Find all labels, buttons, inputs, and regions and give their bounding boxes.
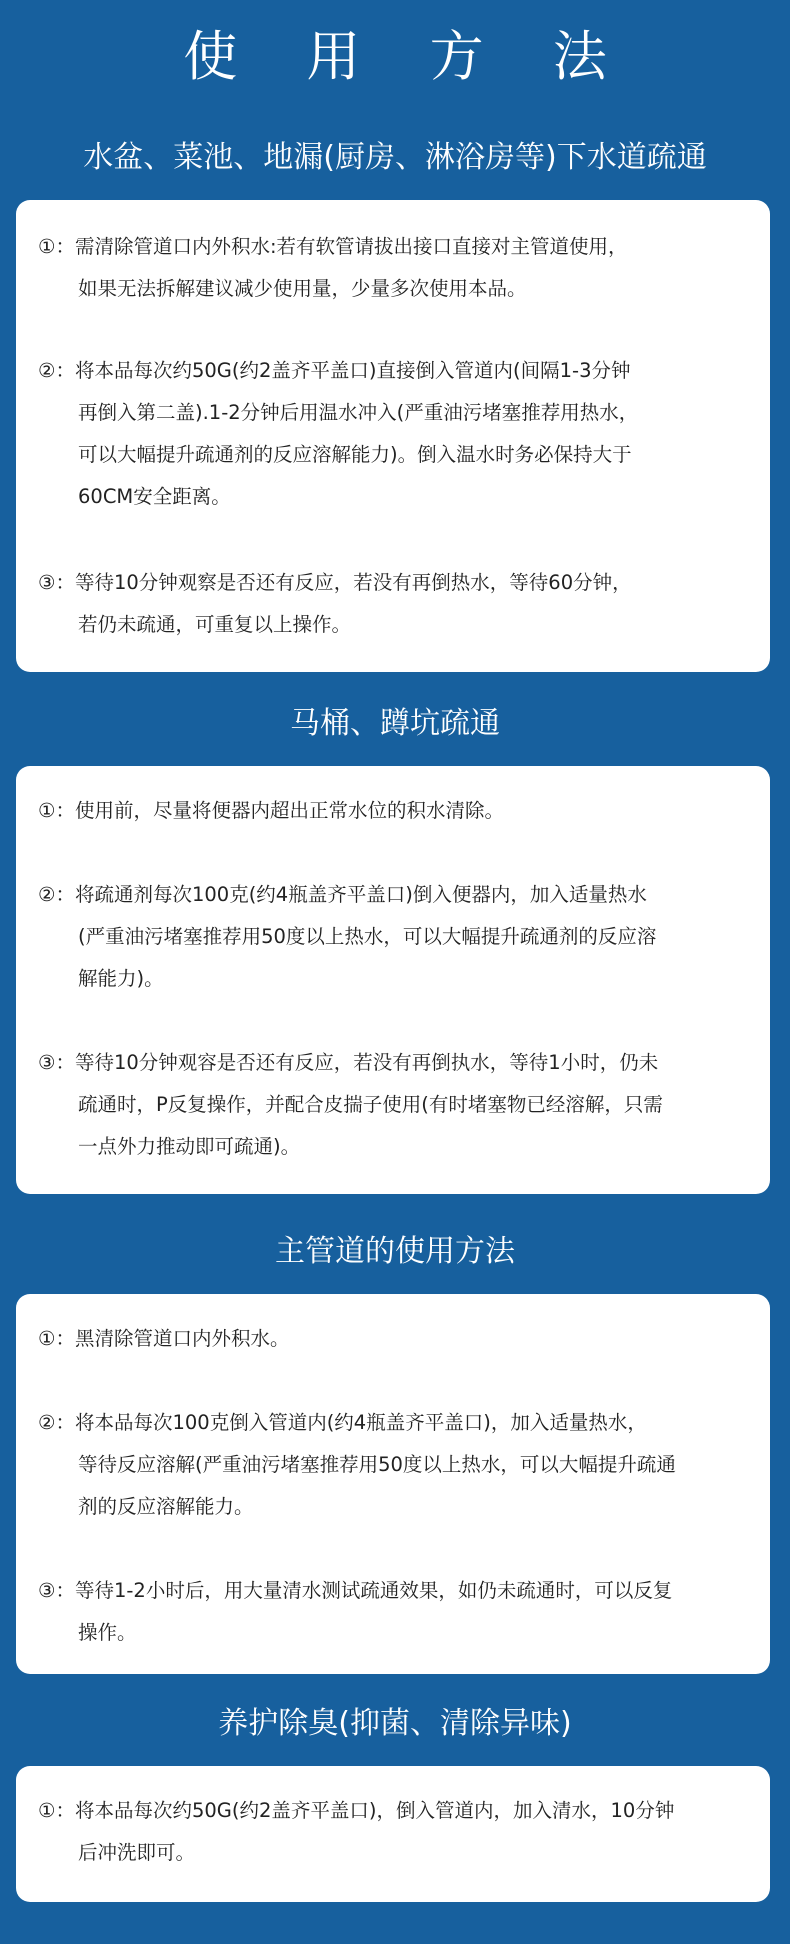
section-title-toilet: 马桶、蹲坑疏通 [290, 706, 500, 741]
item-line: 疏通时，P反复操作，并配合皮揣子使用(有时堵塞物已经溶解，只需 [78, 1093, 663, 1116]
list-item [38, 1790, 756, 1874]
item-line: 等待反应溶解(严重油污堵塞推荐用50度以上热水，可以大幅提升疏通 [78, 1453, 676, 1476]
section-title-main-pipe: 主管道的使用方法 [275, 1234, 515, 1269]
item-line: ③：等待1-2小时后，用大量清水测试疏通效果，如仍未疏通时，可以反复 [38, 1579, 673, 1602]
list-item [38, 790, 756, 832]
item-line: 操作。 [78, 1621, 137, 1644]
item-line: ②：将本品每次100克倒入管道内(约4瓶盖齐平盖口)，加入适量热水， [38, 1411, 647, 1434]
card-toilet [16, 766, 770, 1194]
card-main-pipe [16, 1294, 770, 1674]
item-line: ①：将本品每次约50G(约2盖齐平盖口)，倒入管道内，加入清水，10分钟 [38, 1799, 675, 1822]
item-line: 如果无法拆解建议减少使用量，少量多次使用本品。 [78, 277, 527, 300]
item-line: ①：黑清除管道口内外积水。 [38, 1327, 290, 1350]
item-line: 若仍未疏通，可重复以上操作。 [78, 613, 352, 636]
list-item [38, 1318, 756, 1360]
item-line: ②：将疏通剂每次100克(约4瓶盖齐平盖口)倒入便器内，加入适量热水 [38, 883, 647, 906]
item-line: 可以大幅提升疏通剂的反应溶解能力)。倒入温水时务必保持大于 [78, 443, 632, 466]
section-title-deodorize: 养护除臭(抑菌、清除异味) [218, 1706, 572, 1741]
item-line: ③：等待10分钟观容是否还有反应，若没有再倒执水，等待1小时，仍未 [38, 1051, 659, 1074]
item-line: 剂的反应溶解能力。 [78, 1495, 254, 1518]
list-item [38, 874, 756, 1000]
item-line: 后冲洗即可。 [78, 1841, 196, 1864]
list-item [38, 350, 756, 518]
list-item [38, 562, 756, 646]
item-line: ①：需清除管道口内外积水:若有软管请拔出接口直接对主管道使用， [38, 235, 628, 258]
card-sink [16, 200, 770, 672]
section-title-sink: 水盆、菜池、地漏(厨房、淋浴房等)下水道疏通 [83, 140, 707, 175]
page-title: 使 用 方 法 [183, 25, 633, 88]
item-line: 一点外力推动即可疏通)。 [78, 1135, 301, 1158]
card-deodorize [16, 1766, 770, 1902]
list-item [38, 1402, 756, 1528]
item-line: 60CM安全距离。 [78, 485, 231, 508]
list-item [38, 1042, 756, 1168]
item-line: 解能力)。 [78, 967, 164, 990]
item-line: ③：等待10分钟观察是否还有反应，若没有再倒热水，等待60分钟， [38, 571, 632, 594]
item-line: ①：使用前，尽量将便器内超出正常水位的积水清除。 [38, 799, 504, 822]
item-line: ②：将本品每次约50G(约2盖齐平盖口)直接倒入管道内(间隔1-3分钟 [38, 359, 631, 382]
list-item [38, 226, 756, 310]
item-line: 再倒入第二盖).1-2分钟后用温水冲入(严重油污堵塞推荐用热水， [78, 401, 639, 424]
item-line: (严重油污堵塞推荐用50度以上热水，可以大幅提升疏通剂的反应溶 [78, 925, 657, 948]
list-item [38, 1570, 756, 1654]
